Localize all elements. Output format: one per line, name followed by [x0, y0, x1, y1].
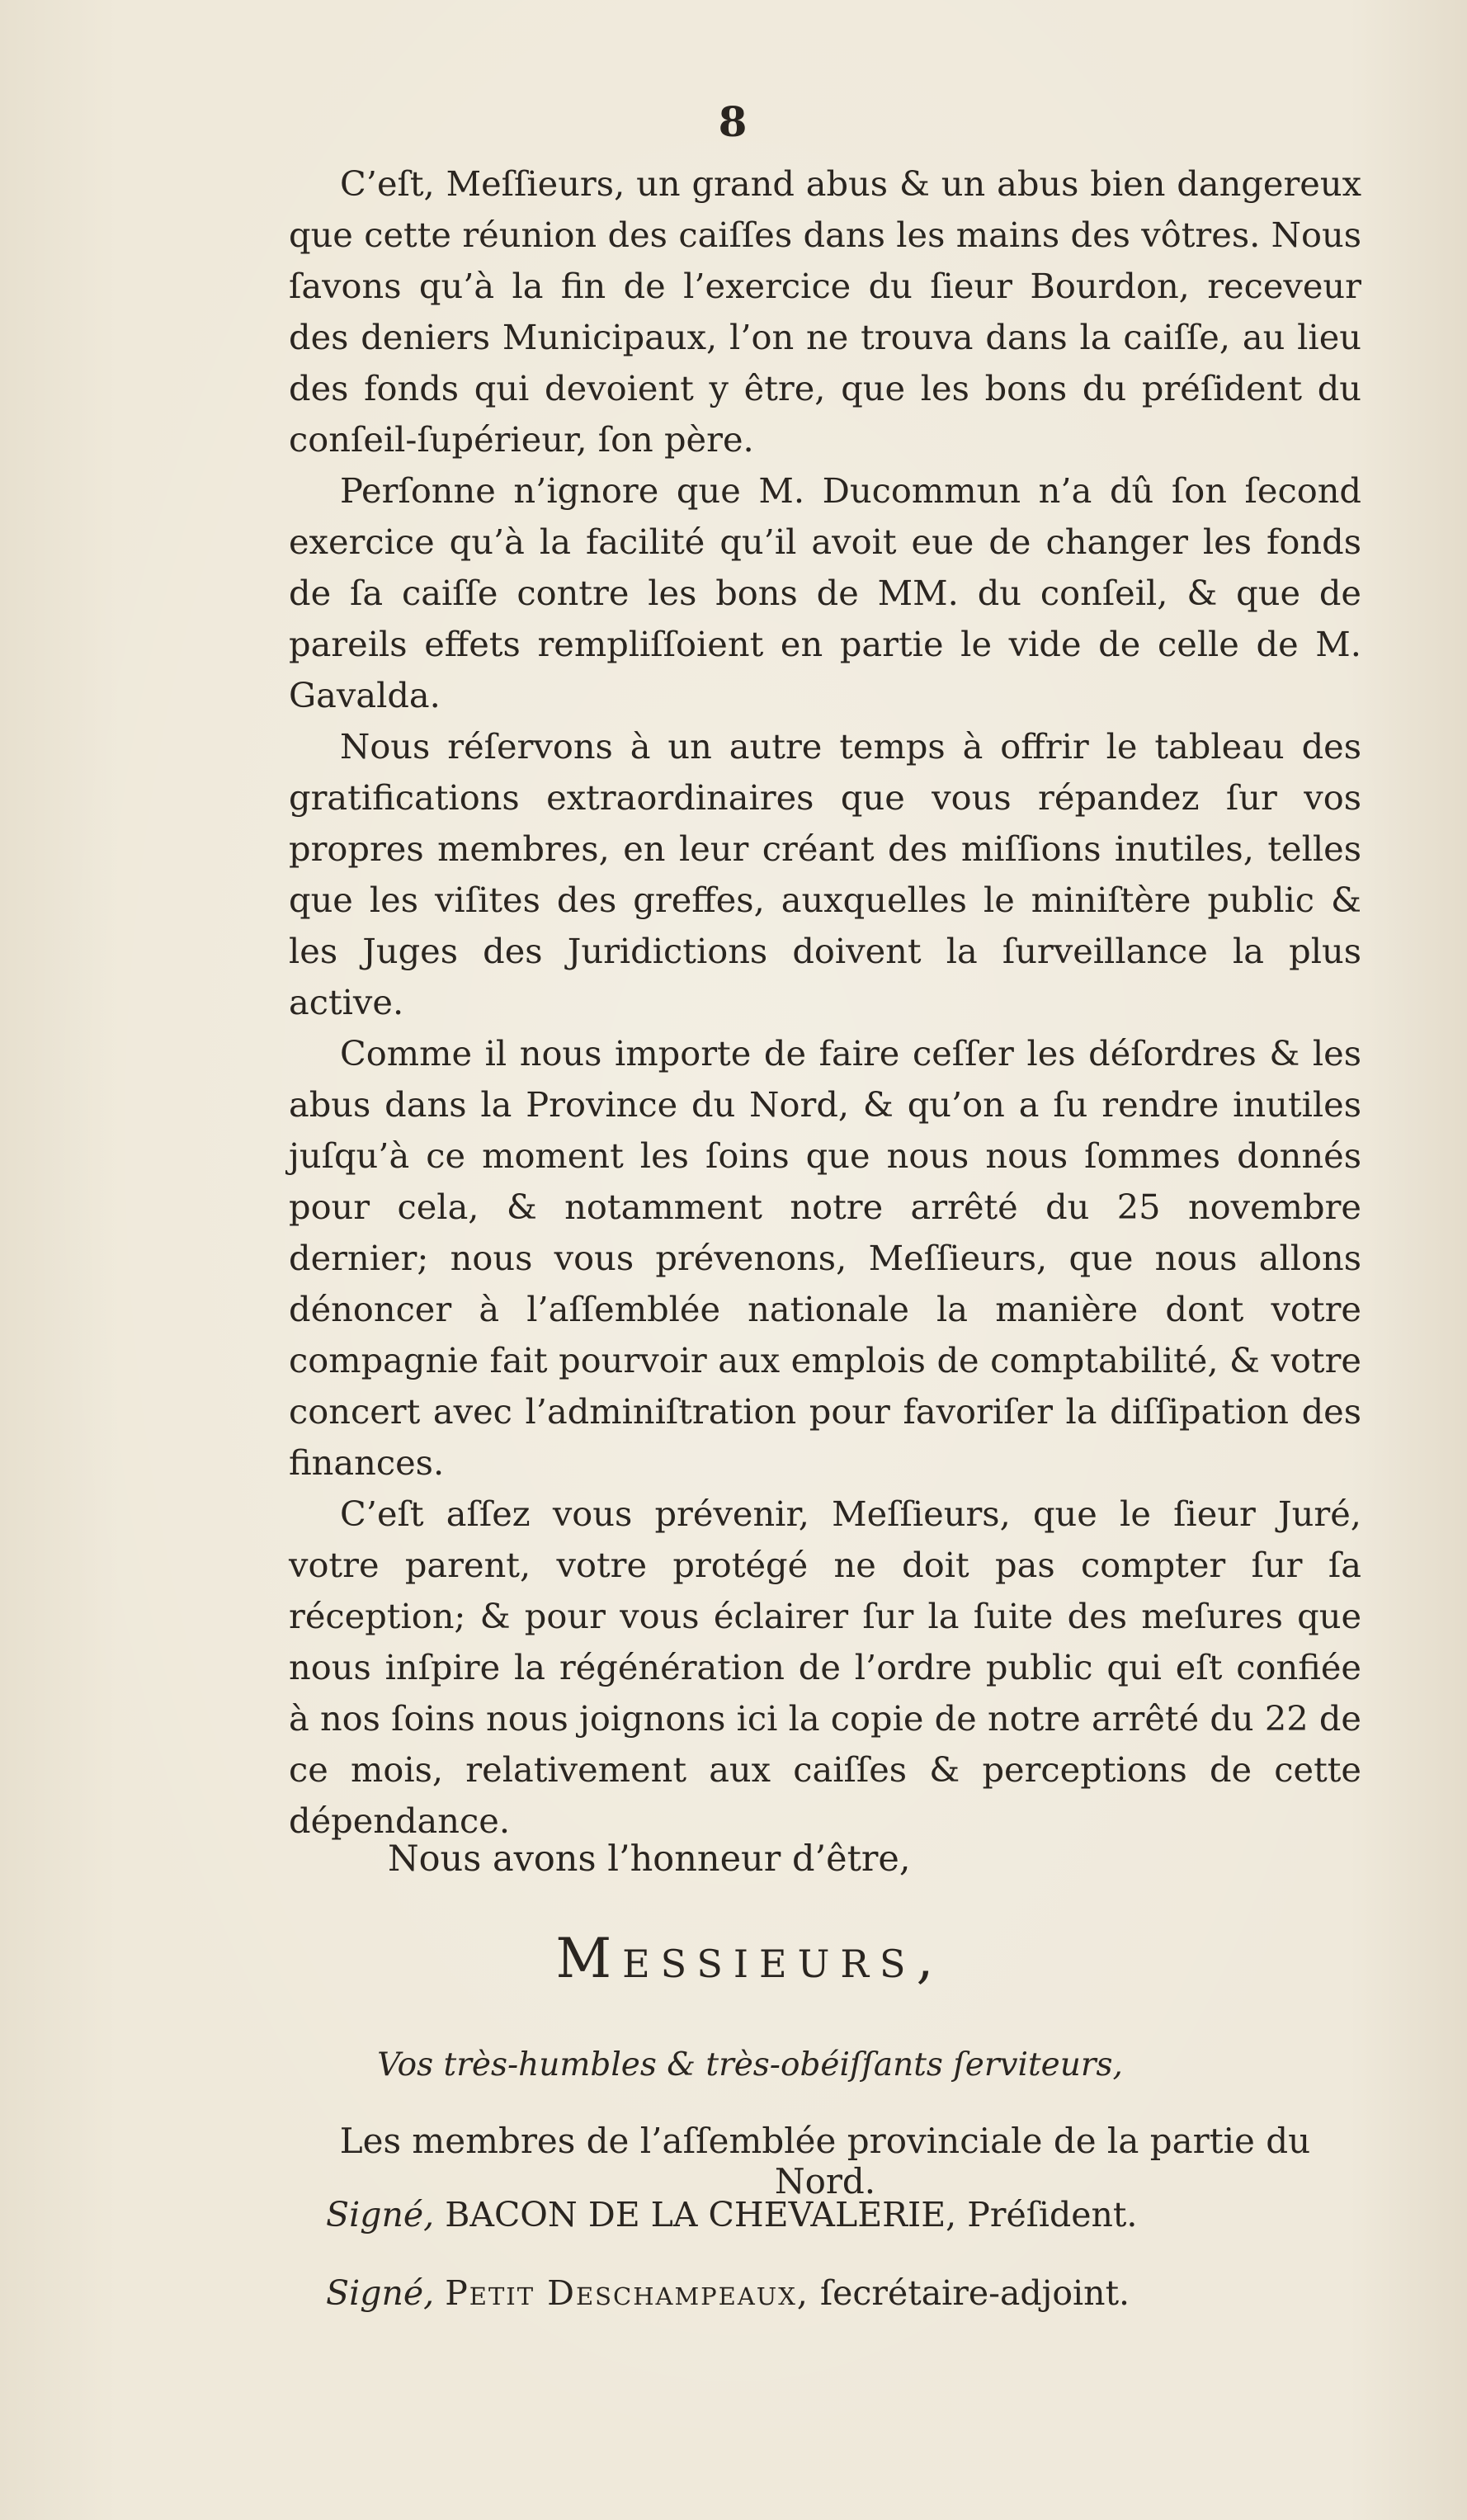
signature-title: ſecrétaire-adjoint.: [819, 2273, 1130, 2313]
signature-label: Signé,: [326, 2195, 435, 2234]
salutation: Messieurs,: [555, 1927, 945, 1990]
signature-name: BACON DE LA CHEVALERIE,: [445, 2195, 957, 2234]
page-number: 8: [718, 97, 749, 146]
signature-label: Signé,: [326, 2273, 435, 2313]
letter-body: [289, 158, 1361, 1847]
paragraph-4: Comme il nous importe de faire ceſſer les déſordres & les abus dans la Province du Nord, & qu’on a ſu rendre inutiles juſqu’à ce moment les ſoins que nous nous ſommes donnés pour cela, & notamment notre arrêté du 25 novembre dernier; nous vous prévenons, Meſſieurs, que nous allons dénoncer à l’aſſemblée nationale la manière dont votre compagnie fait pourvoir aux emplois de comptabilité, & votre concert avec l’adminiſtration pour favoriſer la diſſipation des finances.: [289, 1033, 1361, 1483]
servants-line: Vos très-humbles & très-obéiſſants ſerviteurs,: [377, 2046, 1123, 2083]
signature-title: Préſident.: [967, 2195, 1138, 2234]
paragraph-2: Perſonne n’ignore que M. Ducommun n’a dû ſon ſecond exercice qu’à la facilité qu’il avoit eue de changer les fonds de ſa caiſſe contre les bons de MM. du conſeil, & que de pareils effets rempliſſoient en partie le vide de celle de M. Gavalda.: [289, 470, 1361, 715]
members-line: Les membres de l’aſſemblée provinciale de la partie du Nord.: [339, 2121, 1311, 2201]
paragraph-1: C’eſt, Meſſieurs, un grand abus & un abus bien dangereux que cette réunion des caiſſes dans les mains des vôtres. Nous ſavons qu’à la fin de l’exercice du ſieur Bourdon, receveur des deniers Municipaux, l’on ne trouva dans la caiſſe, au lieu des fonds qui devoient y être, que les bons du préſident du conſeil-ſupérieur, ſon père.: [289, 163, 1361, 460]
closing-line: Nous avons l’honneur d’être,: [388, 1838, 911, 1880]
paragraph-3: Nous réſervons à un autre temps à offrir le tableau des gratifications extraordinaires que vous répandez ſur vos propres membres, en leur créant des miſſions inutiles, telles que les viſites des greffes, auxquelles le miniſtère public & les Juges des Juridictions doivent la ſurveillance la plus active.: [289, 726, 1361, 1022]
signature-name: Petit Deschampeaux,: [445, 2273, 809, 2313]
signature-president: [326, 2195, 1137, 2234]
paragraph-5: C’eſt aſſez vous prévenir, Meſſieurs, que le ſieur Juré, votre parent, votre protégé ne doit pas compter ſur ſa réception; & pour vous éclairer ſur la ſuite des meſures que nous inſpire la régénération de l’ordre public qui eſt confiée à nos ſoins nous joignons ici la copie de notre arrêté du 22 de ce mois, relativement aux caiſſes & perceptions de cette dépendance.: [289, 1494, 1361, 1841]
signature-secretary: [326, 2273, 1130, 2313]
